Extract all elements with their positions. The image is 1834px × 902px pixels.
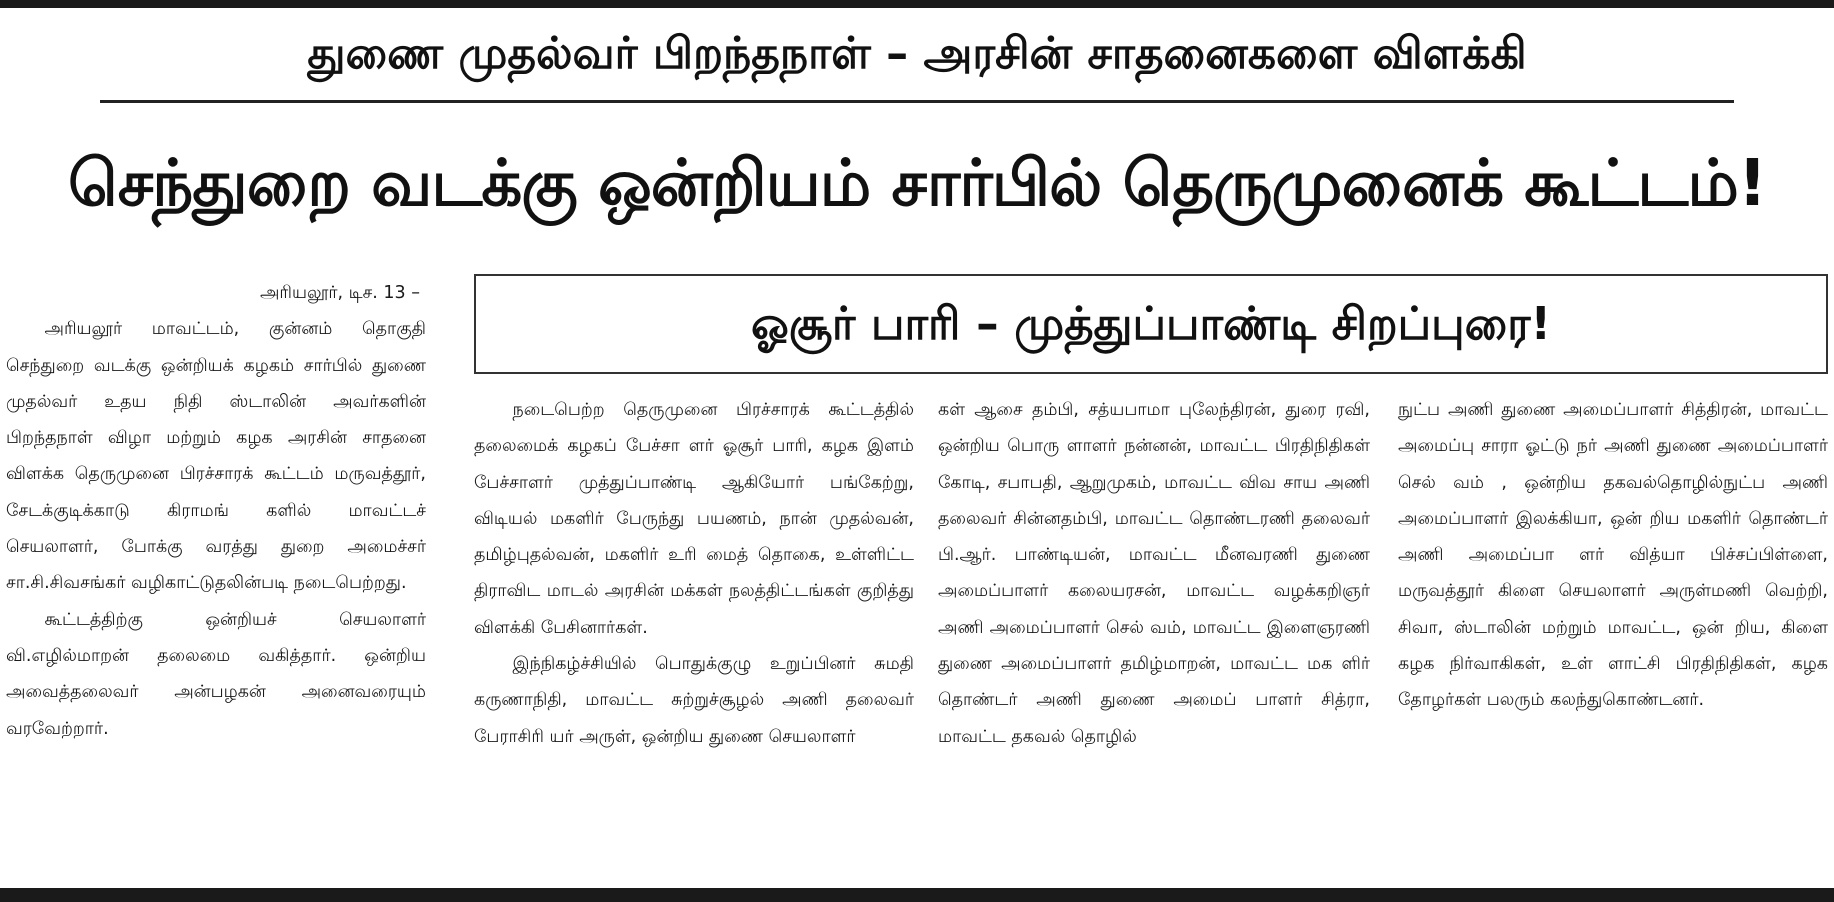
kicker-headline: துணை முதல்வர் பிறந்தநாள் – அரசின் சாதனைகளை விளக்கி <box>307 28 1527 79</box>
bottom-rule <box>0 888 1834 902</box>
paragraph: நுட்ப அணி துணை அமைப்பாளர் சித்திரன், மாவட்ட அமைப்பு சாரா ஓட்டு நர் அணி துணை அமைப்பாளர் செல் வம் , ஒன்றிய தகவல்தொழில்நுட்ப அணி அமைப்பாளர் இலக்கியா, ஒன் றிய மகளிர் தொண்டர் அணி அமைப்பா ளர் வித்யா பிச்சப்பிள்ளை, மருவத்தூர் கிளை செயலாளர் அருள்மணி வெற்றி, சிவா, ஸ்டாலின் மற்றும் மாவட்ட, ஒன் றிய, கிளை கழக நிர்வாகிகள், உள் ளாட்சி பிரதிநிதிகள், கழக தோழர்கள் பலரும் கலந்துகொண்டனர். <box>1398 400 1828 711</box>
article-column-2 <box>474 392 914 755</box>
paragraph: கூட்டத்திற்கு ஒன்றியச் செயலாளர் வி.எழில்மாறன் தலைமை வகித்தார். ஒன்றிய அவைத்தலைவர் அன்பழகன் அனைவரையும் வரவேற்றார். <box>6 609 426 739</box>
article-column-3 <box>938 392 1370 755</box>
top-rule <box>0 0 1834 8</box>
main-headline: செந்துறை வடக்கு ஒன்றியம் சார்பில் தெருமுனைக் கூட்டம்! <box>67 147 1767 221</box>
dateline: அரியலூர், டிச. 13 – <box>259 283 420 303</box>
kicker-divider <box>100 100 1734 103</box>
paragraph: நடைபெற்ற தெருமுனை பிரச்சாரக் கூட்டத்தில் தலைமைக் கழகப் பேச்சா ளர் ஓசூர் பாரி, கழக இளம் பேச்சாளர் முத்துப்பாண்டி ஆகியோர் பங்கேற்று, விடியல் மகளிர் பேருந்து பயணம், நான் முதல்வன், தமிழ்புதல்வன், மகளிர் உரி மைத் தொகை, உள்ளிட்ட திராவிட மாடல் அரசின் மக்கள் நலத்திட்டங்கள் குறித்து விளக்கி பேசினார்கள். <box>474 400 914 638</box>
paragraph: கள் ஆசை தம்பி, சத்யபாமா புலேந்திரன், துரை ரவி, ஒன்றிய பொரு ளாளர் நன்னன், மாவட்ட பிரதிநிதிகள் கோடி, சபாபதி, ஆறுமுகம், மாவட்ட விவ சாய அணி தலைவர் சின்னதம்பி, மாவட்ட தொண்டரணி தலைவர் பி.ஆர். பாண்டியன், மாவட்ட மீனவரணி துணை அமைப்பாளர் கலையரசன், மாவட்ட வழக்கறிஞர் அணி அமைப்பாளர் செல் வம், மாவட்ட இளைஞரணி துணை அமைப்பாளர் தமிழ்மாறன், மாவட்ட மக ளிர் தொண்டர் அணி துணை அமைப் பாளர் சித்ரா, மாவட்ட தகவல் தொழில் <box>938 400 1370 747</box>
article-column-1 <box>6 275 426 747</box>
article-column-4 <box>1398 392 1828 719</box>
paragraph: அரியலூர் மாவட்டம், குன்னம் தொகுதி செந்துறை வடக்கு ஒன்றியக் கழகம் சார்பில் துணை முதல்வர் உதய நிதி ஸ்டாலின் அவர்களின் பிறந்தநாள் விழா மற்றும் கழக அரசின் சாதனை விளக்க தெருமுனை பிரச்சாரக் கூட்டம் மருவத்தூர், சேடக்குடிக்காடு கிராமங் களில் மாவட்டச் செயலாளர், போக்கு வரத்து துறை அமைச்சர் சா.சி.சிவசங்கர் வழிகாட்டுதலின்படி நடைபெற்றது. <box>6 319 426 594</box>
subheadline: ஓசூர் பாரி – முத்துப்பாண்டி சிறப்புரை! <box>751 297 1551 350</box>
subhead-box <box>474 274 1828 374</box>
paragraph: இந்நிகழ்ச்சியில் பொதுக்குழு உறுப்பினர் சுமதி கருணாநிதி, மாவட்ட சுற்றுச்சூழல் அணி தலைவர் பேராசிரி யர் அருள், ஒன்றிய துணை செயலாளர் <box>474 654 914 747</box>
